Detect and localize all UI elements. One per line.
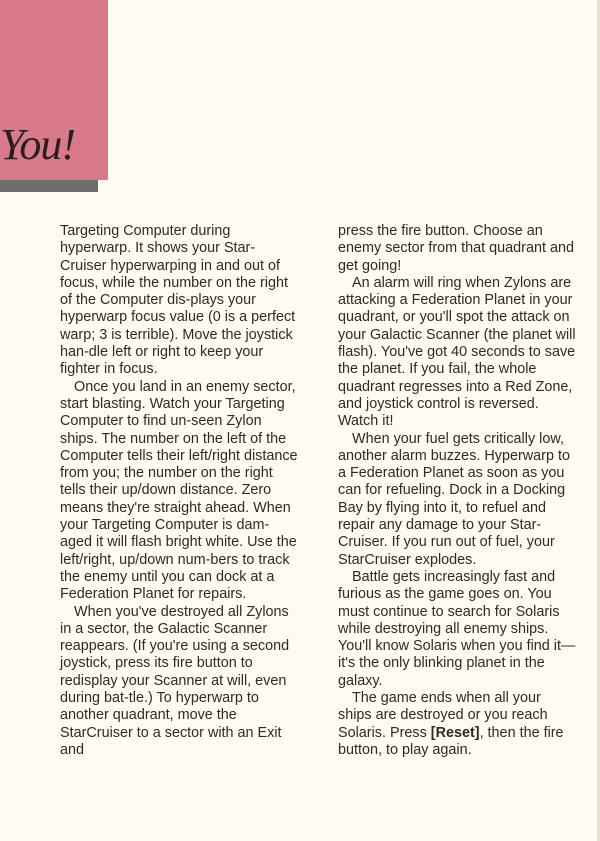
reset-key-label: [Reset] bbox=[430, 724, 480, 741]
right-paragraph-5-start: The game ends when all your ships are destroyed or you reach Solaris. Press bbox=[338, 690, 548, 741]
right-paragraph-1: press the fire button. Choose an enemy sector from that quadrant and get going! bbox=[338, 223, 574, 274]
page-headline: You! bbox=[0, 120, 76, 169]
left-paragraph-1: Targeting Computer during hyperwarp. It shows your Star-Cruiser hyperwarping in and out of focus, while the number on the right of the Computer dis-plays your hyperwarp focus value (0 is a perfect warp; 3 is terrible). Move the joystick han-dle left or right to keep your fighter in focus. bbox=[60, 223, 296, 378]
left-column bbox=[60, 223, 300, 759]
right-paragraph-4: Battle gets increasingly fast and furious as the game goes on. You must continue to search for Solaris while destroying all enemy ships. You'll know Solaris when you find it—it's the only blinking planet in the galaxy. bbox=[338, 568, 576, 689]
right-paragraph-3: When your fuel gets critically low, another alarm buzzes. Hyperwarp to a Federation Planet as soon as you can for refueling. Dock in a Docking Bay by flying into it, to refuel and repair any damage to your Star-Cruiser. If you run out of fuel, your StarCruiser explodes. bbox=[338, 430, 570, 568]
left-paragraph-3: When you've destroyed all Zylons in a sector, the Galactic Scanner reappears. (If you're using a second joystick, press its fire button to redisplay your Scanner at will, even during bat-tle.) To hyperwarp to another quadrant, move the StarCruiser to a sector with an Exit and bbox=[60, 603, 290, 758]
gray-shadow-bar bbox=[0, 180, 98, 192]
right-paragraph-5 bbox=[338, 690, 578, 759]
left-paragraph-2: Once you land in an enemy sector, start blasting. Watch your Targeting Computer to find un-seen Zylon ships. The number on the left of the Computer tells their left/right distance from you; the number on the right tells their up/down distance. Zero means they're straight ahead. When your Targeting Computer is dam-aged it will flash bright white. Use the left/right, up/down num-bers to track the enemy until you can dock at a Federation Planet for repairs. bbox=[60, 378, 298, 603]
right-paragraph-5-end: , then the fire button, to play again. bbox=[338, 724, 564, 758]
right-column bbox=[338, 223, 578, 759]
right-paragraph-2: An alarm will ring when Zylons are attacking a Federation Planet in your quadrant, or you'll spot the attack on your Galactic Scanner (the planet will flash). You've got 40 seconds to save the planet. If you fail, the whole quadrant regresses into a Red Zone, and joystick control is reversed. Watch it! bbox=[338, 274, 576, 430]
